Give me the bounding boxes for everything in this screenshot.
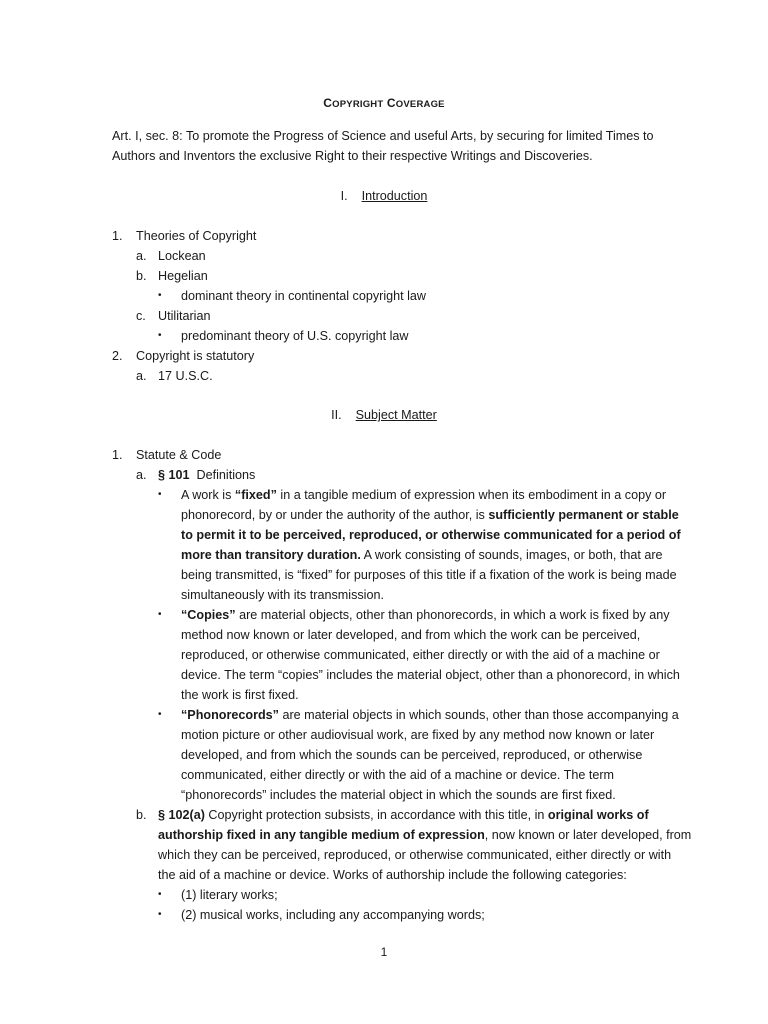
list-item: b. § 102(a) Copyright protection subsists, in accordance with this title, in original works of authorship fixed in any tangible medium of expression, now known or later developed, from which they can be perceived, reproduced, or otherwise communicated, either directly or with the aid of a machine or device. Works of authorship include the following categories: <box>136 808 692 882</box>
list-item: a. 17 U.S.C. <box>136 369 213 383</box>
bullet-icon: • <box>158 489 162 500</box>
page-number: 1 <box>380 945 388 959</box>
bullet-item: • (1) literary works; <box>112 885 692 905</box>
intro-outline <box>112 226 692 386</box>
list-item: 1. Theories of Copyright <box>112 229 257 243</box>
bullet-icon: • <box>158 609 162 620</box>
bullet-icon: • <box>158 709 162 720</box>
list-item: a. Lockean <box>136 249 206 263</box>
definition-phonorecords: • “Phonorecords” are material objects in which sounds, other than those accompanying a motion picture or other audiovisual work, are fixed by any method now known or later developed, and from which the sounds can be perceived, reproduced, or otherwise communicated, either directly or with the aid of a machine or device. The term “phonorecords” includes the material object in which the sounds are first fixed. <box>112 705 692 805</box>
section-heading-introduction: I. Introduction <box>340 189 428 203</box>
section-heading-subject-matter: II. Subject Matter <box>331 408 437 422</box>
bullet-item: • predominant theory of U.S. copyright law <box>112 326 692 346</box>
bullet-icon: • <box>158 330 162 341</box>
bullet-icon: • <box>158 909 162 920</box>
list-item: c. Utilitarian <box>136 309 211 323</box>
document-title: COPYRIGHT COVERAGE <box>323 96 445 110</box>
subject-outline <box>112 445 692 925</box>
bullet-icon: • <box>158 290 162 301</box>
bullet-icon: • <box>158 889 162 900</box>
list-item: b. Hegelian <box>136 269 208 283</box>
definition-copies: • “Copies” are material objects, other than phonorecords, in which a work is fixed by any method now known or later developed, and from which the work can be perceived, reproduced, or otherwise communicated, either directly or with the aid of a machine or device. The term “copies” includes the material object, other than a phonorecord, in which the work is first fixed. <box>112 605 692 705</box>
list-item: 2. Copyright is statutory <box>112 349 255 363</box>
bullet-item: • dominant theory in continental copyright law <box>112 286 692 306</box>
list-item: a. § 101 Definitions <box>136 468 256 482</box>
list-item: 1. Statute & Code <box>112 448 222 462</box>
epigraph: Art. I, sec. 8: To promote the Progress of Science and useful Arts, by securing for limited Times to Authors and Inventors the exclusive Right to their respective Writings and Discoveries. <box>112 129 654 163</box>
bullet-item: • (2) musical works, including any accompanying words; <box>112 905 692 925</box>
definition-fixed: • A work is “fixed” in a tangible medium of expression when its embodiment in a copy or phonorecord, by or under the authority of the author, is sufficiently permanent or stable to permit it to be perceived, reproduced, or otherwise communicated for a period of more than transitory duration. A work consisting of sounds, images, or both, that are being transmitted, is “fixed” for purposes of this title if a fixation of the work is being made simultaneously with its transmission. <box>112 485 692 605</box>
